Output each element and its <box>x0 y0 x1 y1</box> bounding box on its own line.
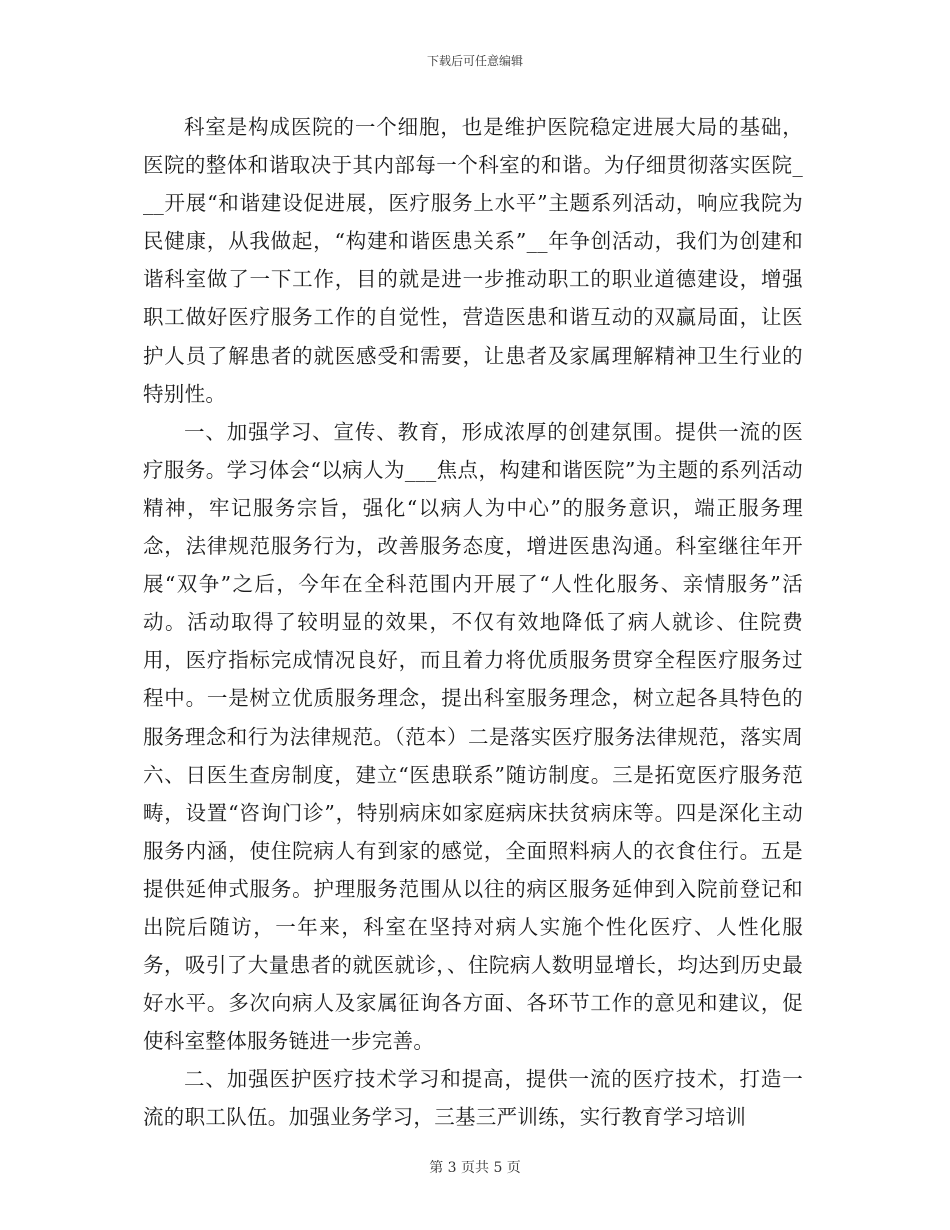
page-number-footer: 第 3 页共 5 页 <box>429 1160 521 1176</box>
page-header-note: 下载后可任意编辑 <box>426 54 523 68</box>
body-paragraph-section-1: 一、加强学习、宣传、教育，形成浓厚的创建氛围。提供一流的医疗服务。学习体会“以病人为___焦点，构建和谐医院”为主题的系列活动精神，牢记服务宗旨，强化“以病人为中心”的服务意识，端正服务理念，法律规范服务行为，改善服务态度，增进医患沟通。科室继往年开展“双争”之后，今年在全科范围内开展了“人性化服务、亲情服务”活动。活动取得了较明显的效果，不仅有效地降低了病人就诊、住院费用，医疗指标完成情况良好，而且着力将优质服务贯穿全程医疗服务过程中。一是树立优质服务理念，提出科室服务理念，树立起各具特色的服务理念和行为法律规范。（范本）二是落实医疗服务法律规范，落实周六、日医生查房制度，建立“医患联系”随访制度。三是拓宽医疗服务范畴，设置“咨询门诊”，特别病床如家庭病床扶贫病床等。四是深化主动服务内涵，使住院病人有到家的感觉，全面照料病人的衣食住行。五是提供延伸式服务。护理服务范围从以往的病区服务延伸到入院前登记和出院后随访，一年来，科室在坚持对病人实施个性化医疗、人性化服务，吸引了大量患者的就医就诊，、住院病人数明显增长，均达到历史最好水平。多次向病人及家属征询各方面、各环节工作的意见和建议，促使科室整体服务链进一步完善。 <box>143 419 803 1054</box>
document-body <box>143 108 803 1137</box>
body-paragraph-section-2: 二、加强医护医疗技术学习和提高，提供一流的医疗技术，打造一流的职工队伍。加强业务学习，三基三严训练，实行教育学习培训 <box>143 1067 803 1130</box>
body-paragraph-intro: 科室是构成医院的一个细胞，也是维护医院稳定进展大局的基础，医院的整体和谐取决于其内部每一个科室的和谐。为仔细贯彻落实医院___开展“和谐建设促进展，医疗服务上水平”主题系列活动，响应我院为民健康，从我做起，“构建和谐医患关系”__年争创活动，我们为创建和谐科室做了一下工作，目的就是进一步推动职工的职业道德建设，增强职工做好医疗服务工作的自觉性，营造医患和谐互动的双赢局面，让医护人员了解患者的就医感受和需要，让患者及家属理解精神卫生行业的特别性。 <box>143 115 803 406</box>
